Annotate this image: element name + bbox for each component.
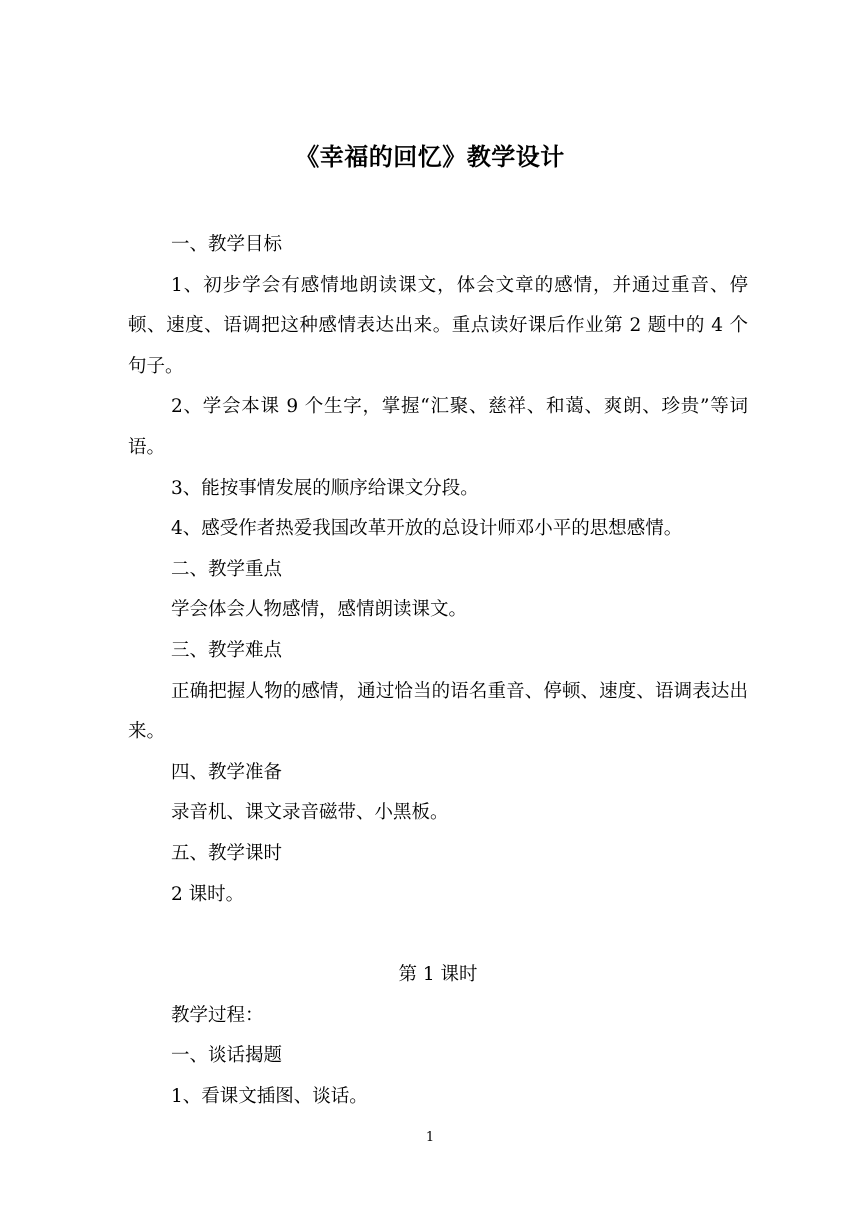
page-number: 1 — [425, 1130, 435, 1145]
objective-2: 2、学会本课 9 个生字，掌握“汇聚、慈祥、和蔼、爽朗、珍贵”等词语。 — [128, 396, 748, 458]
objective-3: 3、能按事情发展的顺序给课文分段。 — [171, 477, 479, 499]
document-title: 《幸福的回忆》教学设计 — [295, 142, 565, 171]
blank-line — [128, 915, 748, 955]
objective-4: 4、感受作者热爱我国改革开放的总设计师邓小平的思想感情。 — [171, 518, 683, 540]
difficulties-text: 正确把握人物的感情，通过恰当的语名重音、停顿、速度、语调表达出来。 — [128, 680, 748, 743]
process-step-heading: 一、谈话揭题 — [171, 1045, 283, 1067]
section-heading-key-points: 二、教学重点 — [171, 558, 283, 580]
lesson-heading: 第 1 课时 — [398, 964, 478, 986]
section-heading-difficulties: 三、教学难点 — [171, 639, 283, 661]
objective-1: 1、初步学会有感情地朗读课文，体会文章的感情，并通过重音、停顿、速度、语调把这种感情表达出来。重点读好课后作业第 2 题中的 4 个句子。 — [128, 274, 748, 377]
document-body — [128, 225, 748, 1117]
key-points-text: 学会体会人物感情，感情朗读课文。 — [171, 599, 468, 621]
teaching-process-label: 教学过程： — [171, 1004, 264, 1026]
section-heading-periods: 五、教学课时 — [171, 842, 283, 864]
section-heading-preparation: 四、教学准备 — [171, 761, 283, 783]
process-step-1: 1、看课文插图、谈话。 — [171, 1085, 368, 1107]
section-heading-objectives: 一、教学目标 — [171, 234, 283, 255]
preparation-text: 录音机、课文录音磁带、小黑板。 — [171, 802, 449, 824]
periods-text: 2 课时。 — [171, 883, 245, 905]
